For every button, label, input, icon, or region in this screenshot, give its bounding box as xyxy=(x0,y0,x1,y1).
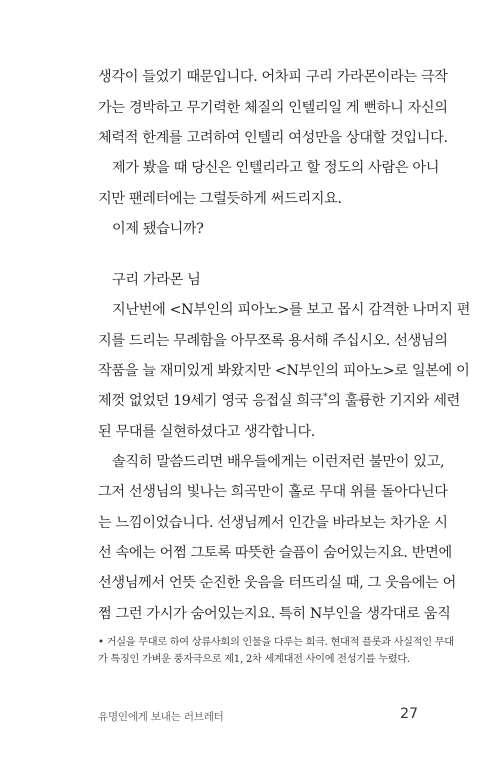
body-line: 이제 됐습니까? xyxy=(112,221,204,237)
body-text: 제껏 없었던 19세기 영국 응접실 희극 xyxy=(98,393,324,409)
body-line: 작품을 늘 재미있게 봐왔지만 <N부인의 피아노>로 일본에 이 xyxy=(98,363,470,379)
body-line: 지만 팬레터에는 그럴듯하게 써드리지요. xyxy=(98,191,342,207)
body-line: 그저 선생님의 빛나는 희곡만이 홀로 무대 위를 돌아다닌다 xyxy=(98,484,448,500)
body-line: 체력적 한계를 고려하여 인텔리 여성만을 상대할 것입니다. xyxy=(98,130,448,146)
body-line-with-footnote xyxy=(98,391,460,411)
footnote-marker: * xyxy=(323,392,328,403)
running-head: 유명인에게 보내는 러브레터 xyxy=(98,711,224,723)
salutation: 구리 가라몬 님 xyxy=(112,272,201,288)
body-line: 된 무대를 실현하셨다고 생각합니다. xyxy=(98,424,315,440)
body-line: 는 느낌이었습니다. 선생님께서 인간을 바라보는 차가운 시 xyxy=(98,515,448,531)
body-line: 지난번에 <N부인의 피아노>를 보고 몹시 감격한 나머지 편 xyxy=(112,302,471,318)
body-line: 생각이 들었기 때문입니다. 어차피 구리 가라몬이라는 극작 xyxy=(98,69,448,85)
page-number: 27 xyxy=(400,706,418,722)
body-line: 제가 봤을 때 당신은 인텔리라고 할 정도의 사람은 아니 xyxy=(112,160,440,176)
body-line: 쩜 그런 가시가 숨어있는지요. 특히 N부인을 생각대로 움직 xyxy=(98,606,451,622)
body-line: 선 속에는 어쩜 그토록 따뜻한 슬픔이 숨어있는지요. 반면에 xyxy=(98,545,452,561)
footnote-line: • 거실을 무대로 하여 상류사회의 인물을 다루는 희극. 현대적 플롯과 사실적인 무대 xyxy=(98,637,454,648)
body-text: 의 훌륭한 기지와 세련 xyxy=(327,393,460,409)
body-line: 선생님께서 언뜻 순진한 웃음을 터뜨리실 때, 그 웃음에는 어 xyxy=(98,575,456,591)
body-line: 솔직히 말씀드리면 배우들에게는 이런저런 불만이 있고, xyxy=(112,454,445,470)
body-line: 지를 드리는 무례함을 아무쪼록 용서해 주십시오. 선생님의 xyxy=(98,333,448,349)
body-line: 가는 경박하고 무기력한 체질의 인텔리일 게 뻔하니 자신의 xyxy=(98,100,448,116)
footnote-line: 가 특징인 가벼운 풍자극으로 제1, 2차 세계대전 사이에 전성기를 누렸다. xyxy=(98,654,410,665)
